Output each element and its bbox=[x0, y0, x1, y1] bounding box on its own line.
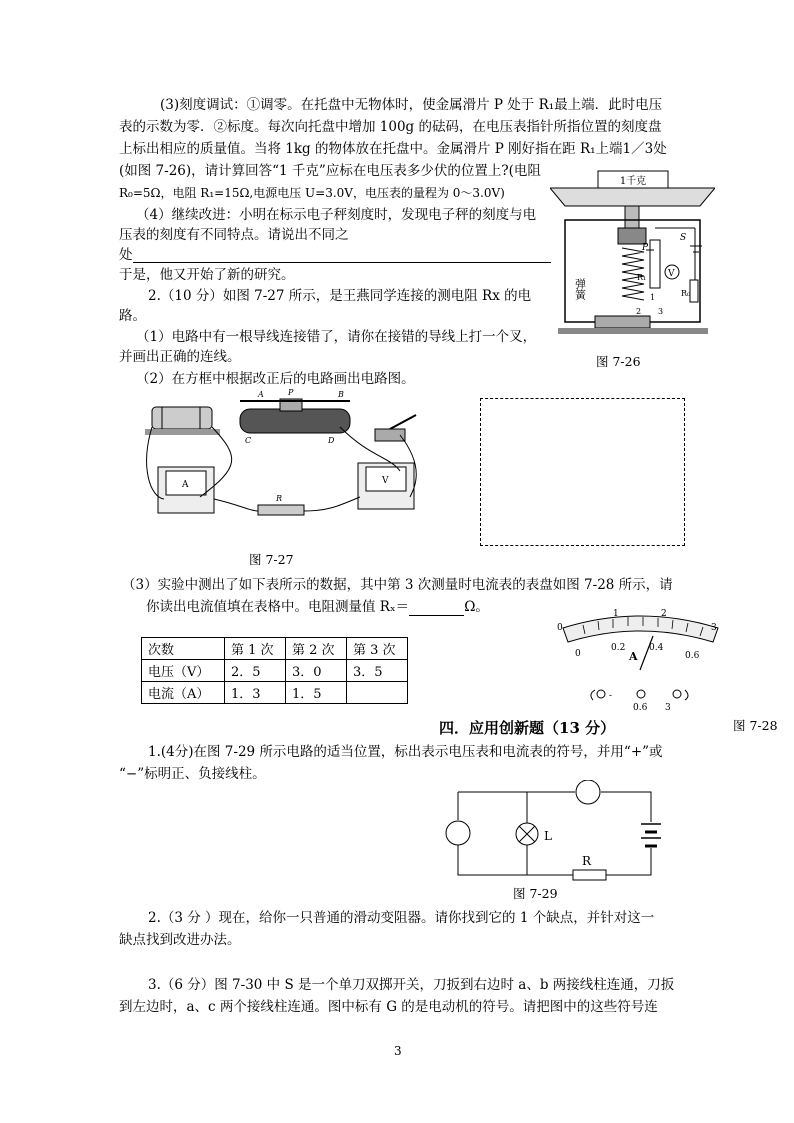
para4-line3: 处 bbox=[119, 247, 133, 263]
s4-q2-line1: 2.（3 分 ）现在，给你一只普通的滑动变阻器。请你找到它的 1 个缺点，并针对这一 bbox=[148, 910, 655, 926]
s4-q2-line2: 缺点找到改进办法。 bbox=[119, 932, 241, 948]
figure-7-28 bbox=[553, 608, 728, 713]
table-row bbox=[142, 638, 408, 660]
table-cell: 第 2 次 bbox=[286, 638, 347, 660]
circuit-diagram-answer-box[interactable] bbox=[480, 398, 685, 546]
figure-7-26-caption: 图 7-26 bbox=[596, 354, 641, 369]
terminal-label: - bbox=[609, 691, 613, 701]
para3-line5: R₀=5Ω，电阻 R₁=15Ω,电源电压 U=3.0V，电压表的量程为 0～3.0V) bbox=[119, 186, 505, 200]
table-cell: 1．5 bbox=[286, 682, 347, 704]
para3-line2: 表的示数为零．②标度。每次向托盘中增加 100g 的砝码，在电压表指针所指位置的刻度盘 bbox=[119, 119, 662, 135]
figure-7-27 bbox=[140, 387, 430, 527]
svg-text:P: P bbox=[642, 243, 649, 253]
scale-bottom-tick-label: 0 bbox=[575, 649, 581, 659]
ammeter-needle bbox=[640, 636, 653, 670]
resistance-answer-blank[interactable] bbox=[409, 601, 464, 616]
s4-q3-line2: 到左边时，a、c 两个接线柱连通。图中标有 G 的是电动机的符号。请把图中的这些符号连 bbox=[119, 999, 658, 1015]
svg-text:2: 2 bbox=[636, 307, 642, 316]
q2-sub2: （2）在方框中根据改正后的电路画出电路图。 bbox=[136, 371, 415, 387]
q2-line1: 2.（10 分）如图 7-27 所示，是王燕同学连接的测电阻 Rx 的电 bbox=[148, 288, 532, 304]
table-cell: 3．5 bbox=[347, 660, 408, 682]
svg-text:3: 3 bbox=[658, 307, 664, 316]
scale-top-tick-label: 3 bbox=[711, 623, 717, 633]
q2-line2: 路。 bbox=[119, 308, 146, 324]
para3-line1: (3)刻度调试：①调零。在托盘中无物体时，使金属滑片 P 处于 R₁最上端．此时电压 bbox=[160, 97, 663, 113]
scale-top-tick-label: 2 bbox=[661, 609, 667, 619]
svg-text:S: S bbox=[680, 233, 687, 243]
figure-7-27-caption: 图 7-27 bbox=[249, 552, 294, 567]
meter-slot-top[interactable] bbox=[576, 780, 600, 804]
terminal-label: 3 bbox=[665, 703, 671, 713]
para4-line1: （4）继续改进：小明在标示电子秤刻度时，发现电子秤的刻度与电 bbox=[136, 207, 537, 223]
figure-7-29-caption: 图 7-29 bbox=[513, 886, 558, 901]
q2-sub1-line2: 并画出正确的连线。 bbox=[119, 349, 241, 365]
weight-label: 1千克 bbox=[619, 176, 647, 187]
table-cell: 2．5 bbox=[225, 660, 286, 682]
para3-line3: 上标出相应的质量值。当将 1kg 的物体放在托盘中。金属滑片 P 刚好指在距 R₁上端1／3处 bbox=[119, 141, 667, 157]
resistor-label: R bbox=[582, 854, 592, 868]
measurement-table bbox=[141, 637, 408, 704]
table-cell: 第 3 次 bbox=[347, 638, 408, 660]
figure-7-26 bbox=[550, 168, 715, 336]
svg-text:C: C bbox=[245, 436, 252, 445]
table-cell: 3．0 bbox=[286, 660, 347, 682]
q2-sub3-line1: （3）实验中测出了如下表所示的数据，其中第 3 次测量时电流表的表盘如图 7-28 所示，请 bbox=[122, 577, 673, 593]
q2-sub3-line2: 你读出电流值填在表格中。电阻测量值 Rₓ＝ Ω。 bbox=[146, 599, 489, 615]
svg-text:V: V bbox=[668, 269, 675, 279]
page-number: 3 bbox=[394, 1044, 402, 1058]
scale-bottom-tick-label: 0.6 bbox=[685, 651, 700, 661]
answer-blank-line bbox=[133, 262, 551, 263]
resistor-icon bbox=[573, 870, 606, 880]
svg-text:A: A bbox=[258, 390, 264, 399]
table-cell: 1．3 bbox=[225, 682, 286, 704]
table-cell: 电流（A） bbox=[142, 682, 225, 704]
q2-sub1-line1: （1）电路中有一根导线连接错了，请你在接错的导线上打一个叉， bbox=[136, 329, 537, 345]
scale-bottom-tick-label: 0.2 bbox=[611, 643, 626, 653]
svg-text:P: P bbox=[288, 388, 294, 397]
svg-text:D: D bbox=[328, 436, 335, 445]
svg-text:1: 1 bbox=[650, 293, 656, 302]
table-cell[interactable] bbox=[347, 682, 408, 704]
figure-7-29 bbox=[440, 780, 670, 885]
svg-text:A: A bbox=[182, 480, 189, 490]
table-row bbox=[142, 682, 408, 704]
svg-text:R₀: R₀ bbox=[681, 289, 691, 298]
scale-top-tick-label: 1 bbox=[613, 609, 619, 619]
svg-text:B: B bbox=[338, 390, 344, 399]
table-cell: 第 1 次 bbox=[225, 638, 286, 660]
para3-line4: (如图 7-26)，请计算回答“1 千克”应标在电压表多少伏的位置上?(电阻 bbox=[119, 163, 541, 179]
section-4-title: 四．应用创新题（13 分） bbox=[439, 719, 616, 737]
table-cell: 电压（V） bbox=[142, 660, 225, 682]
table-cell: 次数 bbox=[142, 638, 225, 660]
para4-line2: 压表的刻度有不同特点。请说出不同之 bbox=[119, 227, 349, 243]
svg-text:V: V bbox=[382, 476, 389, 486]
figure-7-28-caption: 图 7-28 bbox=[733, 718, 778, 733]
s4-q3-line1: 3.（6 分）图 7-30 中 S 是一个单刀双掷开关，刀扳到右边时 a、b 两接线柱连通，刀扳 bbox=[148, 977, 675, 993]
s4-q1-line1: 1.(4分)在图 7-29 所示电路的适当位置，标出表示电压表和电流表的符号，并用“+”或 bbox=[148, 744, 663, 760]
ammeter-unit: A bbox=[629, 650, 638, 663]
meter-slot-left[interactable] bbox=[446, 821, 470, 845]
scale-top-tick-label: 0 bbox=[557, 623, 563, 633]
spring-label: 弹簧 bbox=[573, 278, 587, 300]
table-row bbox=[142, 660, 408, 682]
para4-line4: 于是，他又开始了新的研究。 bbox=[119, 267, 295, 283]
scale-bottom-tick-label: 0.4 bbox=[649, 643, 664, 653]
terminal-label: 0.6 bbox=[633, 703, 648, 713]
lamp-label: L bbox=[544, 829, 552, 843]
svg-text:R₁: R₁ bbox=[637, 273, 647, 282]
svg-text:R: R bbox=[276, 494, 283, 503]
s4-q1-line2: “−”标明正、负接线柱。 bbox=[119, 766, 266, 782]
